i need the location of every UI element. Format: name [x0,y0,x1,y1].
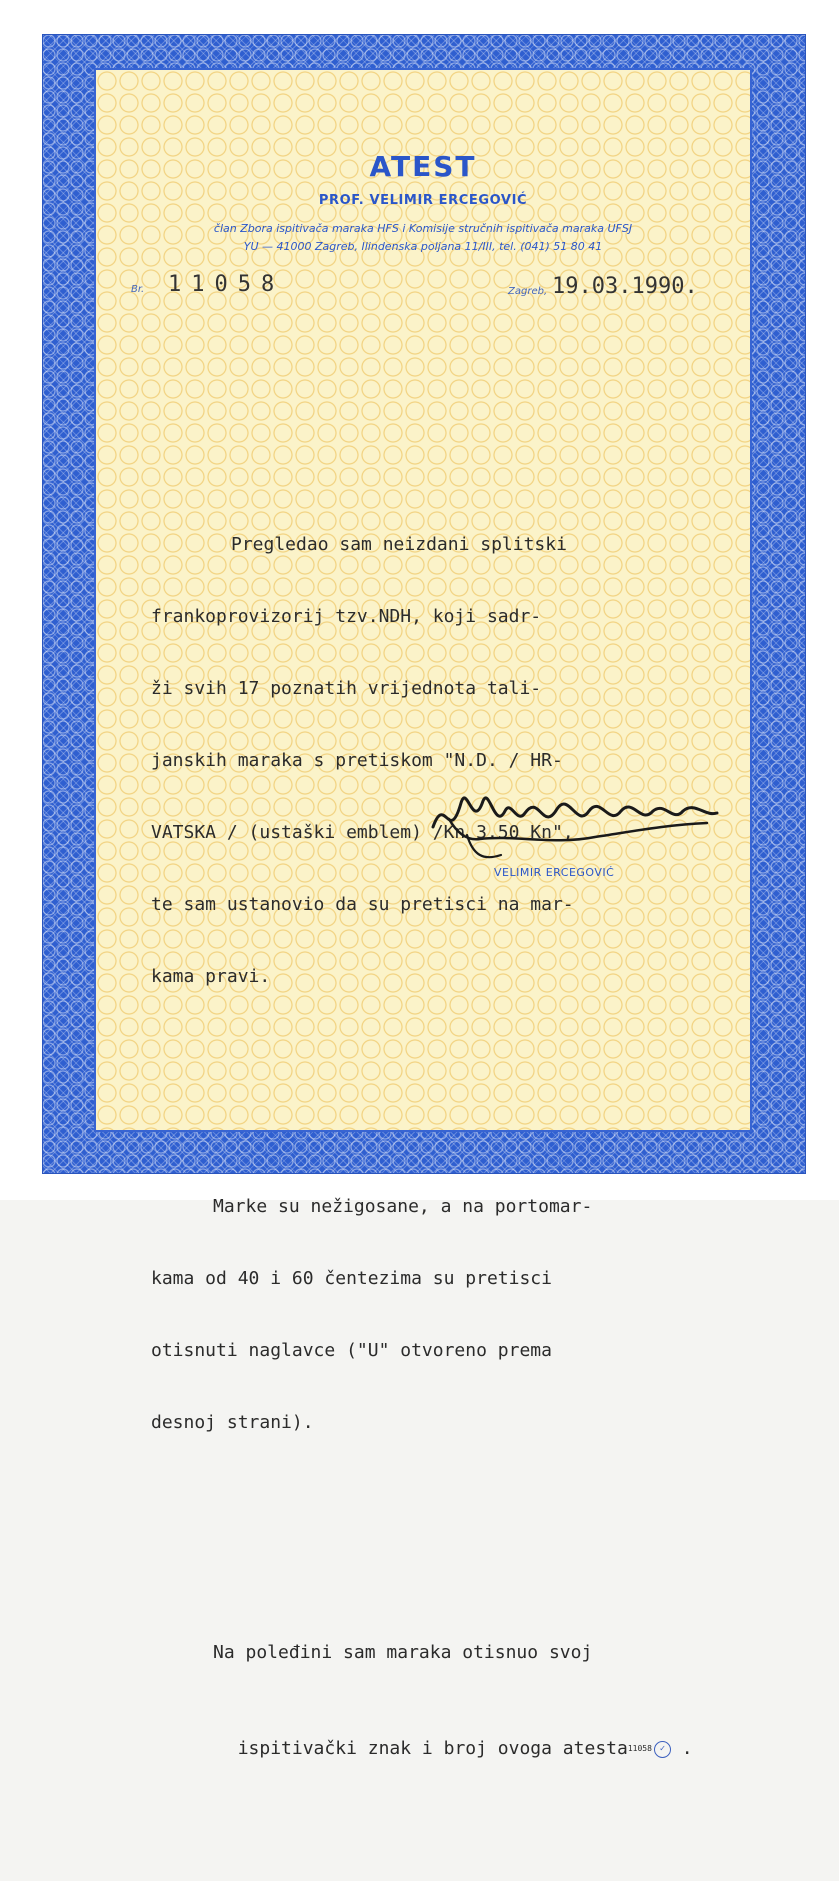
body-line: VATSKA / (ustaški emblem) /Kn 3.50 Kn", [151,822,574,843]
certificate-body [151,437,751,1881]
address-line: YU — 41000 Zagreb, Ilindenska poljana 11/III, tel. (041) 51 80 41 [243,240,603,253]
issuer-name: PROF. VELIMIR ERCEGOVIĆ [318,193,528,208]
body-line: kama od 40 i 60 čentezima su pretisci [151,1268,552,1289]
body-line: otisnuti naglavce ("U" otvoreno prema [151,1340,552,1361]
body-line: frankoprovizorij tzv.NDH, koji sadr- [151,606,542,627]
body-line: te sam ustanovio da su pretisci na mar- [151,894,574,915]
stamp-number: 11058 [627,1744,652,1753]
paragraph-2 [151,1147,751,1483]
number-label: Br. [131,284,145,295]
body-line: desnoj strani). [151,1412,314,1433]
certificate-number: 11058 [168,272,285,297]
paragraph-3 [213,1593,751,1833]
body-line: kama pravi. [151,966,271,987]
signature-name: VELIMIR ERCEGOVIĆ [494,866,615,879]
body-line: janskih maraka s pretiskom "N.D. / HR- [151,750,563,771]
certificate-date: 19.03.1990. [552,274,698,299]
body-line: Na poleđini sam maraka otisnuo svoj [213,1642,593,1663]
body-line: ži svih 17 poznatih vrijednota tali- [151,678,542,699]
examiner-stamp-icon: ✓ [654,1741,671,1758]
membership-line: član Zbora ispitivača maraka HFS i Komisije stručnih ispitivača maraka UFSJ [213,222,633,235]
certificate-title: ATEST [369,150,477,183]
body-line: Pregledao sam neizdani splitski [231,534,567,555]
paragraph-1 [151,485,751,1037]
body-line: Marke su nežigosane, a na portomar- [213,1196,593,1217]
body-line-text: ispitivački znak i broj ovoga atesta [237,1738,628,1759]
place-label: Zagreb, [508,286,548,297]
body-line: ispitivački znak i broj ovoga atesta11058 ✓ . [237,1738,693,1759]
signature [425,783,755,873]
